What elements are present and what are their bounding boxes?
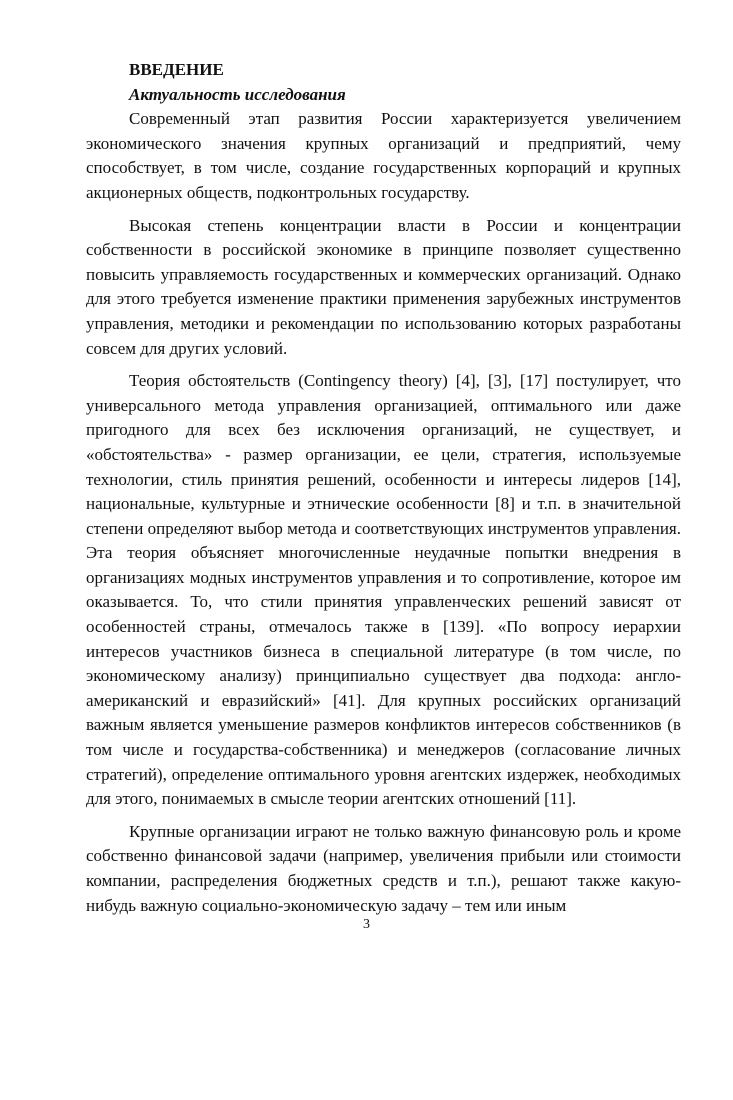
page-heading: ВВЕДЕНИЕ (129, 60, 224, 79)
section-subheading: Актуальность исследования (129, 84, 346, 104)
paragraph-2: Высокая степень концентрации власти в России и концентрации собственности в российской экономике в принципе позволяет существенно повысить управляемость государственных и коммерческих организаций. Однако для этого требуется изменение практики применения зарубежных инструментов управления, методики и рекомендации по использованию которых разработаны совсем для других условий. (86, 215, 681, 358)
page-number: 3 (363, 917, 370, 932)
paragraph-3: Теория обстоятельств (Contingency theory) [4], [3], [17] постулирует, что универсального метода управления организацией, оптимального или даже пригодного для всех без исключения организаций, не существует, и «обстоятельства» - размер организации, ее цели, стратегия, используемые технологии, стиль принятия решений, особенности и интересы лидеров [14], национальные, культурные и этнические особенности [8] и т.п. в значительной степени определяют выбор метода и соответствующих инструментов управления. Эта теория объясняет многочисленные неудачные попытки внедрения в организациях модных инструментов управления и то сопротивление, которое им оказывается. То, что стили принятия управленческих решений зависят от особенностей страны, отмечалось также в [139]. «По вопросу иерархии интересов участников бизнеса в специальной литературе (в том числе, по экономическому анализу) принципиально существует два подхода: англо-американский и евразийский» [41]. Для крупных российских организаций важным является уменьшение размеров конфликтов интересов собственников (в том числе и государства-собственника) и менеджеров (согласование личных стратегий), определение оптимального уровня агентских издержек, необходимых для этого, понимаемых в смысле теории агентских отношений [11]. (86, 371, 681, 809)
page-content (86, 58, 681, 918)
paragraph-1: Современный этап развития России характеризуется увеличением экономического значения крупных организаций и предприятий, чему способствует, в том числе, создание государственных корпораций и крупных акционерных обществ, подконтрольных государству. (86, 109, 681, 202)
paragraph-4: Крупные организации играют не только важную финансовую роль и кроме собственно финансовой задачи (например, увеличения прибыли или стоимости компании, распределения бюджетных средств и т.п.), решают также какую-нибудь важную социально-экономическую задачу – тем или иным (86, 821, 681, 915)
